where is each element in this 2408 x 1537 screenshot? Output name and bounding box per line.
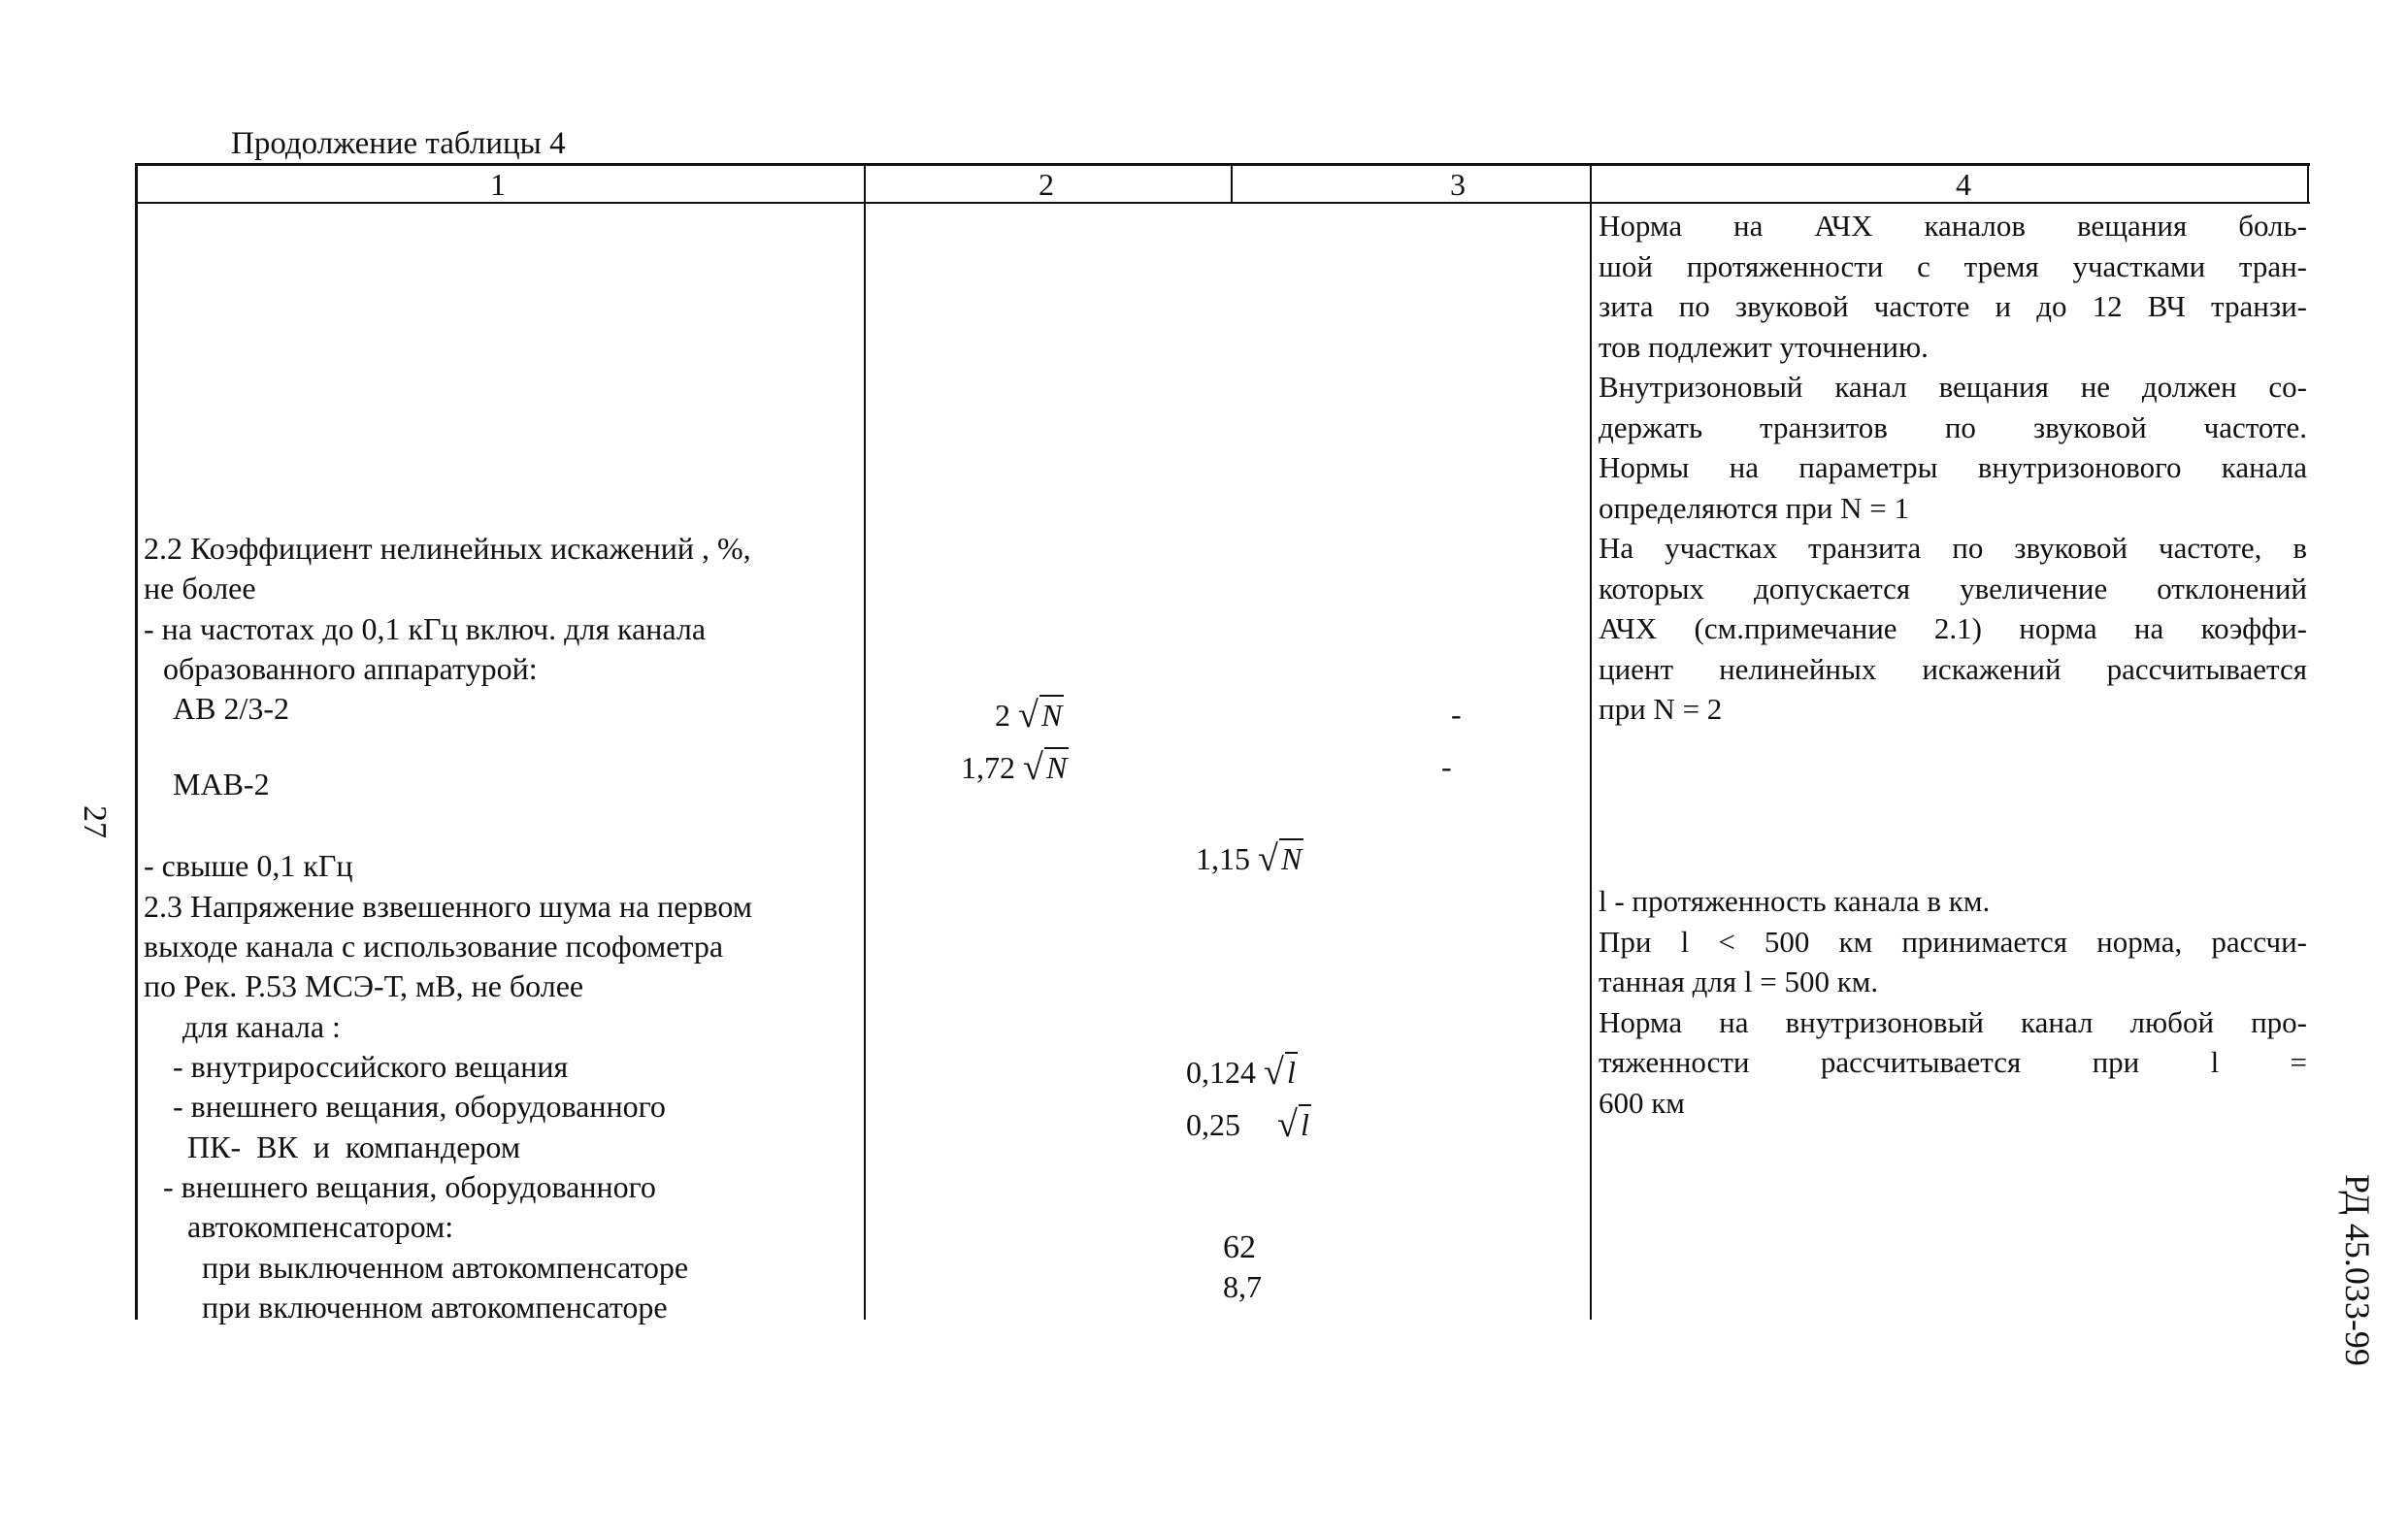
for-channel-label: для канала :	[182, 1009, 341, 1044]
col4-line: Норма на внутризоновый канал любой про-	[1599, 1004, 2307, 1039]
col4-notes-top	[1599, 206, 2307, 730]
col4-line: циент нелинейных искажений рассчитывается	[1599, 651, 2307, 686]
header-bottom-border	[136, 202, 2310, 204]
item-2-2-line-1: 2.2 Коэффициент нелинейных искажений , %,	[144, 531, 751, 566]
sqrt-icon: √ N	[1023, 747, 1068, 788]
document-code: РД 45.033-99	[2338, 1174, 2377, 1366]
col-divider-1-2	[864, 163, 866, 1320]
header-col-2: 2	[1039, 167, 1054, 202]
mav-value-var: N	[1044, 747, 1069, 786]
inner-russia-row: - внутрироссийского вещания	[173, 1049, 569, 1084]
compensator-off-row: при выключенном автокомпенсаторе	[202, 1250, 689, 1285]
table-right-border	[2307, 163, 2309, 204]
inner-value-coef: 0,124	[1186, 1055, 1256, 1090]
mav-value-coef: 1,72	[961, 750, 1015, 785]
above-value-coef: 1,15	[1196, 841, 1250, 876]
col4-line: зита по звуковой частоте и до 12 ВЧ транзи-	[1599, 289, 2307, 323]
external-2-line-2: автокомпенсатором:	[187, 1209, 454, 1244]
above-value	[1196, 838, 1303, 880]
external-1-line-1: - внешнего вещания, оборудованного	[173, 1089, 666, 1124]
mav-col3-dash: -	[1441, 749, 1452, 784]
col4-line: держать транзитов по звуковой частоте.	[1599, 409, 2307, 444]
sqrt-icon: √ l	[1277, 1104, 1309, 1145]
sqrt-icon: √ l	[1264, 1052, 1296, 1093]
col-divider-2-3	[1231, 163, 1233, 204]
col4-line: определяются при N = 1	[1599, 490, 1909, 525]
col4-line: тов подлежит уточнению.	[1599, 329, 1929, 364]
header-col-1: 1	[490, 167, 506, 202]
col4-line: Внутризоновый канал вещания не должен со-	[1599, 370, 2307, 404]
external-1-value	[1186, 1104, 1311, 1146]
col4-line: тяженности рассчитывается при l =	[1599, 1045, 2307, 1079]
item-2-2-line-3: - на частотах до 0,1 кГц включ. для канала	[144, 611, 707, 646]
table-top-border	[136, 163, 2310, 166]
inner-russia-value	[1186, 1052, 1298, 1094]
sqrt-icon: √ N	[1258, 838, 1303, 879]
sqrt-icon: √ N	[1018, 695, 1063, 736]
av-value	[995, 695, 1064, 736]
av-col3-dash: -	[1451, 697, 1462, 732]
ext1-value-coef: 0,25	[1186, 1107, 1240, 1142]
col4-line: которых допускается увеличение отклонений	[1599, 571, 2307, 605]
col4-line: при N = 2	[1599, 692, 1723, 726]
table-left-border	[135, 163, 138, 1320]
col4-notes-bottom	[1599, 881, 2307, 1123]
ext1-value-var: l	[1299, 1104, 1311, 1143]
col4-line: l - протяженность канала в км.	[1599, 884, 1991, 918]
inner-value-var: l	[1285, 1052, 1298, 1091]
above-value-var: N	[1279, 838, 1303, 877]
col4-line: На участках транзита по звуковой частоте, в	[1599, 531, 2307, 565]
equipment-av: АВ 2/3-2	[173, 691, 289, 726]
external-1-line-2: ПК- ВК и компандером	[187, 1129, 521, 1164]
col-divider-3-4	[1590, 163, 1592, 1320]
item-2-3-line-3: по Рек. Р.53 МСЭ-Т, мВ, не более	[144, 968, 584, 1003]
col4-line: АЧХ (см.примечание 2.1) норма на коэффи-	[1599, 611, 2307, 645]
external-2-line-1: - внешнего вещания, оборудованного	[163, 1169, 656, 1204]
col4-line: При l < 500 км принимается норма, рассчи-	[1599, 924, 2307, 959]
table-caption: Продолжение таблицы 4	[231, 126, 566, 161]
header-col-3: 3	[1450, 167, 1466, 202]
item-2-2-line-2: не более	[144, 571, 256, 605]
col4-line: танная для l = 500 км.	[1599, 965, 1879, 998]
header-col-4: 4	[1956, 167, 1971, 202]
compensator-on-value: 8,7	[1223, 1269, 1262, 1304]
page-number: 27	[77, 805, 113, 838]
av-value-coef: 2	[995, 698, 1010, 733]
compensator-off-value: 62	[1223, 1229, 1256, 1265]
col4-line: Норма на АЧХ каналов вещания боль-	[1599, 209, 2307, 243]
col4-line: 600 км	[1599, 1085, 1685, 1120]
above-frequency-row: - свыше 0,1 кГц	[144, 848, 353, 883]
col4-line: шой протяженности с тремя участками тран-	[1599, 248, 2307, 283]
col4-line: Нормы на параметры внутризонового канала	[1599, 450, 2307, 484]
mav-value	[961, 747, 1069, 789]
item-2-3-line-2: выходе канала с использование псофометра	[144, 929, 724, 964]
item-2-3-line-1: 2.3 Напряжение взвешенного шума на первом	[144, 889, 753, 924]
item-2-2-line-4: образованного аппаратурой:	[163, 651, 538, 686]
equipment-mav: МАВ-2	[173, 767, 270, 801]
av-value-var: N	[1039, 695, 1064, 734]
compensator-on-row: при включенном автокомпенсаторе	[202, 1290, 668, 1324]
